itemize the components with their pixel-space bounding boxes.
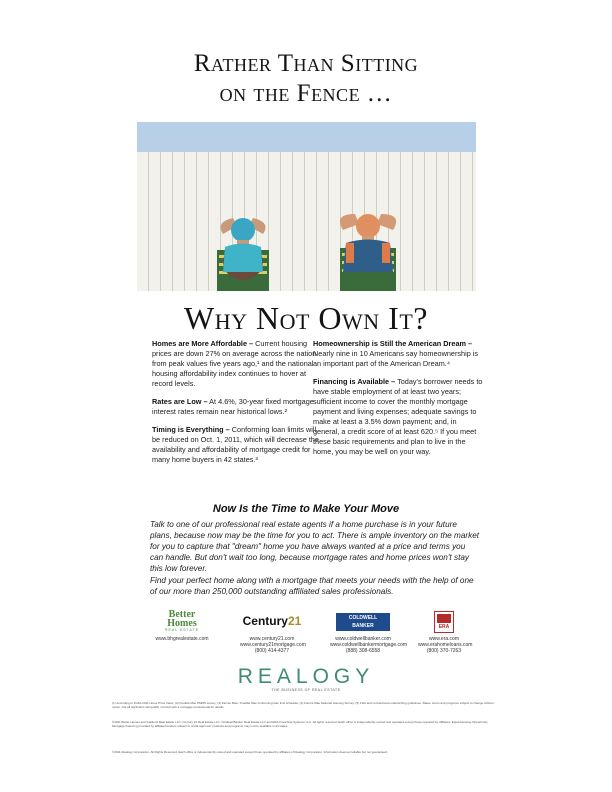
footnotes-3: ©2011 Realogy Corporation. All Rights Reserved. Each office is independently owned and operated except those operated by affiliates of Realogy Corporation. Information deemed reliable but not guaranteed. bbox=[112, 750, 388, 754]
cta-heading: Now Is the Time to Make Your Move bbox=[212, 503, 400, 515]
lead-rates: Rates are Low – bbox=[152, 397, 208, 406]
logo-century21[interactable] bbox=[240, 608, 304, 654]
coldwell-banker-mark bbox=[330, 608, 396, 636]
headline-line-1: Rather Than Sitting bbox=[193, 50, 419, 77]
realogy-tagline: THE BUSINESS OF REAL ESTATE bbox=[271, 688, 341, 692]
text-rates: At 4.6%, 30-year fixed mortgage interest rates remain near historical lows.² bbox=[152, 397, 314, 416]
era-url[interactable]: www.era.com bbox=[428, 636, 459, 642]
paragraph-affordable bbox=[152, 339, 322, 389]
cb-mortgage-url[interactable]: www.coldwellbankermortgage.com bbox=[330, 642, 407, 648]
era-word: ERA bbox=[438, 624, 450, 630]
cb-url[interactable]: www.coldwellbanker.com bbox=[335, 636, 391, 642]
better-homes-mark bbox=[152, 608, 212, 636]
c21-mortgage-url[interactable]: www.century21mortgage.com bbox=[240, 642, 306, 648]
footnotes-1: (1) According to FHFA 2011 Home Price Index; (2) Freddie Mac PMMS survey; (3) Fannie Mae / Freddie Mac conforming loan limit schedule; (4) Fannie Mae National Housing Survey; (5) FHA and conventional underwriting guidelines. Rates, terms and programs subject to change without notice. Not all applicants will qualify. Consult with a mortgage professional for details. bbox=[112, 701, 494, 709]
left-column bbox=[152, 339, 322, 473]
logo-era[interactable] bbox=[418, 608, 473, 654]
cb-line2: BANKER bbox=[352, 623, 374, 629]
text-timing: Conforming loan limits will be reduced on Oct. 1, 2011, which will decrease the availability and affordability of mortgage credit for many home buyers in 42 states.³ bbox=[152, 425, 319, 464]
paragraph-timing bbox=[152, 425, 322, 465]
text-dream: Nearly nine in 10 Americans say homeownership is an important part of the American Dream.⁴ bbox=[313, 349, 479, 368]
bhg-line1: Better bbox=[168, 609, 196, 620]
bhg-url[interactable]: www.bhgrealestate.com bbox=[155, 636, 209, 642]
paragraph-financing bbox=[313, 377, 483, 457]
lead-timing: Timing is Everything – bbox=[152, 425, 230, 434]
c21-num: 21 bbox=[287, 614, 302, 628]
cb-line1: COLDWELL bbox=[348, 615, 378, 621]
person-right bbox=[340, 214, 396, 291]
bhg-line2: Homes bbox=[167, 618, 197, 629]
cb-phone: (888) 308-6558 bbox=[345, 648, 381, 654]
bhg-sub: REAL ESTATE bbox=[164, 628, 200, 632]
house-icon bbox=[437, 614, 451, 623]
right-column bbox=[313, 339, 483, 465]
century21-mark bbox=[240, 608, 304, 636]
realogy-logo: REALOGY bbox=[237, 665, 375, 688]
c21-phone: (800) 414-4377 bbox=[254, 648, 290, 654]
c21-url[interactable]: www.century21.com bbox=[249, 636, 295, 642]
subheadline: Why Not Own It? bbox=[184, 300, 428, 336]
logo-coldwell-banker[interactable] bbox=[330, 608, 407, 654]
lead-financing: Financing is Available – bbox=[313, 377, 396, 386]
logo-better-homes[interactable] bbox=[152, 608, 212, 642]
era-mark bbox=[418, 608, 470, 636]
cta-body-1: Talk to one of our professional real estate agents if a home purchase is in your future plans, because now may be the time for you to act. There is ample inventory on the market for you to capture that "dream" home you have always wanted at a price and terms you can handle. But don't wait too long, because mortgage rates and home prices won't stay this low forever. bbox=[150, 520, 480, 573]
text-affordable: Current housing prices are down 27% on average across the nation from peak values five years ago,¹ and the national housing affordability index continues to hover at record levels. bbox=[152, 339, 317, 388]
footnotes-2: ©2011 Better Homes and Gardens Real Estate LLC, Century 21 Real Estate LLC, Coldwell Banker Real Estate LLC and ERA Franchise Systems LLC. All rights reserved. Each office is independently owned and operated except those operated by affiliates. Equal Housing Opportunity. Mortgage financing provided by affiliated lenders subject to credit approval; products and programs may not be available in all states. bbox=[112, 720, 489, 728]
text-financing: Today's borrower needs to have stable employment of at least two years; sufficient income to cover the monthly mortgage payment and living expenses; adequate savings to make at least a 3.5% down payment; and, in general, a credit score of at least 620.⁵ If you meet these basic requirements and plan to live in the home, you may be well on your way. bbox=[313, 377, 483, 456]
lead-affordable: Homes are More Affordable – bbox=[152, 339, 254, 348]
lead-dream: Homeownership is Still the American Dream – bbox=[313, 339, 473, 348]
person-left bbox=[217, 218, 269, 291]
headline-line-2: on the Fence … bbox=[219, 80, 393, 107]
paragraph-dream bbox=[313, 339, 483, 369]
fence-photo bbox=[137, 122, 476, 291]
era-phone: (800) 370-7263 bbox=[426, 648, 462, 654]
c21-word: Century bbox=[242, 614, 288, 628]
cta-body-2: Find your perfect home along with a mortgage that meets your needs with the help of one of our more than 250,000 outstanding affiliated sales professionals. bbox=[150, 576, 474, 596]
era-loans-url[interactable]: www.erahomeloans.com bbox=[418, 642, 473, 648]
paragraph-rates bbox=[152, 397, 322, 417]
